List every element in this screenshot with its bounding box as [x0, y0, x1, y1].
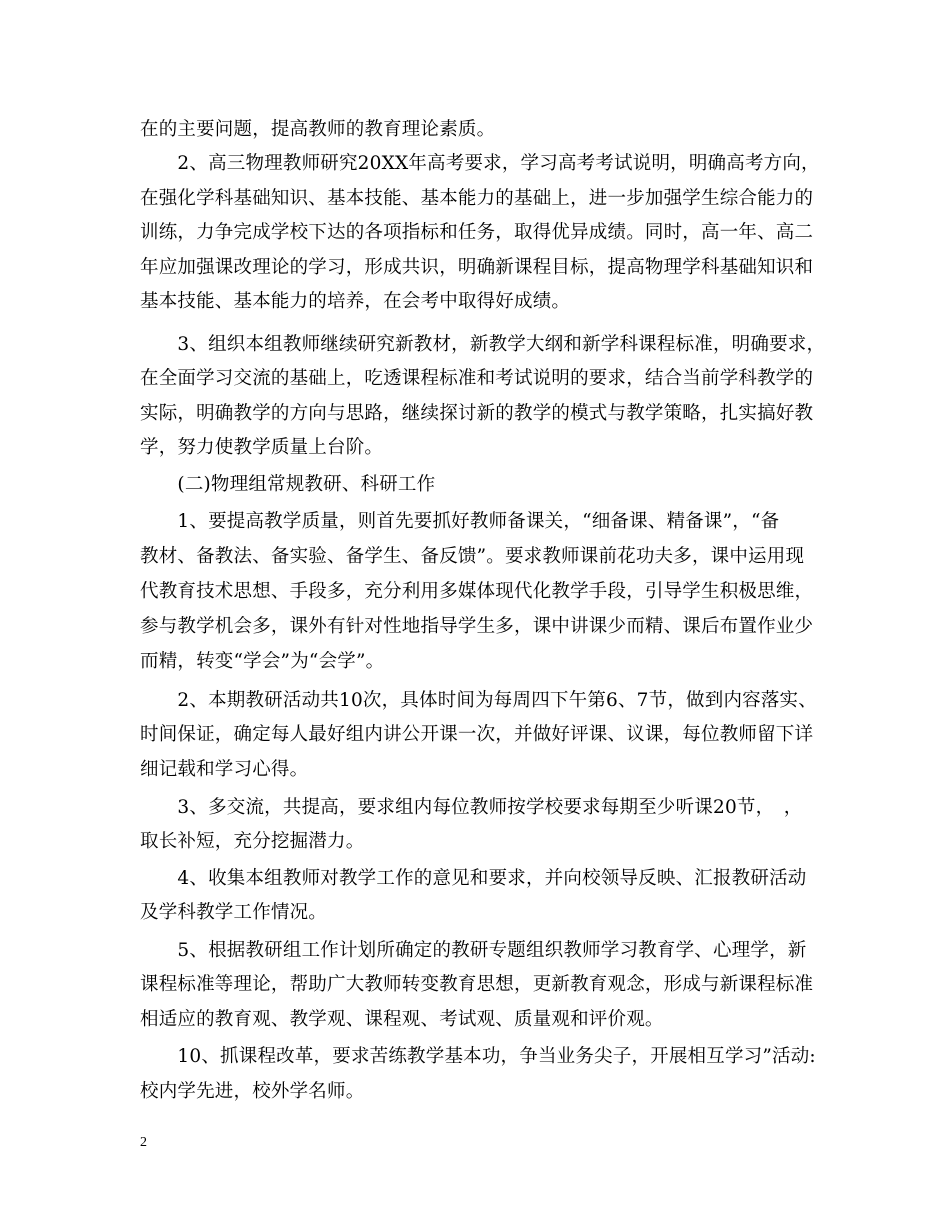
text-line: 取长补短，充分挖掘潜力。 — [140, 831, 365, 852]
text-line: 在的主要问题，提高教师的教育理论素质。 — [140, 119, 496, 140]
text-line: 参与教学机会多，课外有针对性地指导学生多，课中讲课少而精、课后布置作业少 — [140, 616, 814, 637]
text-line: 实际，明确教学的方向与思路，继续探讨新的教学的模式与教学策略，扎实搞好教 — [140, 403, 814, 424]
text-line: 相适应的教育观、教学观、课程观、考试观、质量观和评价观。 — [140, 1009, 664, 1030]
text-line: 课程标准等理论，帮助广大教师转变教育思想，更新教育观念，形成与新课程标准 — [140, 974, 814, 995]
text-line: 1、要提高教学质量，则首先要抓好教师备课关，“细备课、精备课”，“备 — [140, 511, 780, 532]
text-line: 教材、备教法、备实验、备学生、备反馈”。要求教师课前花功夫多，课中运用现 — [140, 546, 805, 567]
text-line: 2、高三物理教师研究20XX年高考要求，学习高考考试说明，明确高考方向， — [140, 153, 820, 174]
text-line: 4、收集本组教师对教学工作的意见和要求，并向校领导反映、汇报教研活动 — [140, 868, 807, 889]
text-line: 2、本期教研活动共10次，具体时间为每周四下午第6、7节，做到内容落实、 — [140, 690, 817, 711]
text-line: 训练，力争完成学校下达的各项指标和任务，取得优异成绩。同时，高一年、高二 — [140, 222, 814, 243]
text-line: 基本技能、基本能力的培养，在会考中取得好成绩。 — [140, 291, 571, 312]
text-line: 代教育技术思想、手段多，充分利用多媒体现代化教学手段，引导学生积极思维， — [140, 581, 814, 602]
text-line: 10、抓课程改革，要求苦练教学基本功，争当业务尖子，开展相互学习”活动: — [140, 1046, 816, 1067]
text-line: 3、多交流，共提高，要求组内每位教师按学校要求每期至少听课20节， ， — [140, 797, 803, 818]
text-line: 学，努力使教学质量上台阶。 — [140, 437, 384, 458]
text-line: 5、根据教研组工作计划所确定的教研专题组织教师学习教育学、心理学，新 — [140, 940, 807, 961]
text-line: 时间保证，确定每人最好组内讲公开课一次，并做好评课、议课，每位教师留下详 — [140, 724, 814, 745]
text-line: 细记载和学习心得。 — [140, 759, 309, 780]
section-heading: (二)物理组常规教研、科研工作 — [140, 474, 436, 495]
text-line: 校内学先进，校外学名师。 — [140, 1081, 365, 1102]
text-line: 而精，转变“学会”为“会学”。 — [140, 651, 385, 672]
page-number: 2 — [140, 1135, 147, 1150]
text-line: 年应加强课改理论的学习，形成共识，明确新课程目标，提高物理学科基础知识和 — [140, 257, 814, 278]
text-line: 在全面学习交流的基础上，吃透课程标准和考试说明的要求，结合当前学科教学的 — [140, 368, 814, 389]
text-line: 在强化学科基础知识、基本技能、基本能力的基础上，进一步加强学生综合能力的 — [140, 188, 814, 209]
text-line: 3、组织本组教师继续研究新教材，新教学大纲和新学科课程标准，明确要求， — [140, 334, 826, 355]
text-line: 及学科教学工作情况。 — [140, 902, 328, 923]
